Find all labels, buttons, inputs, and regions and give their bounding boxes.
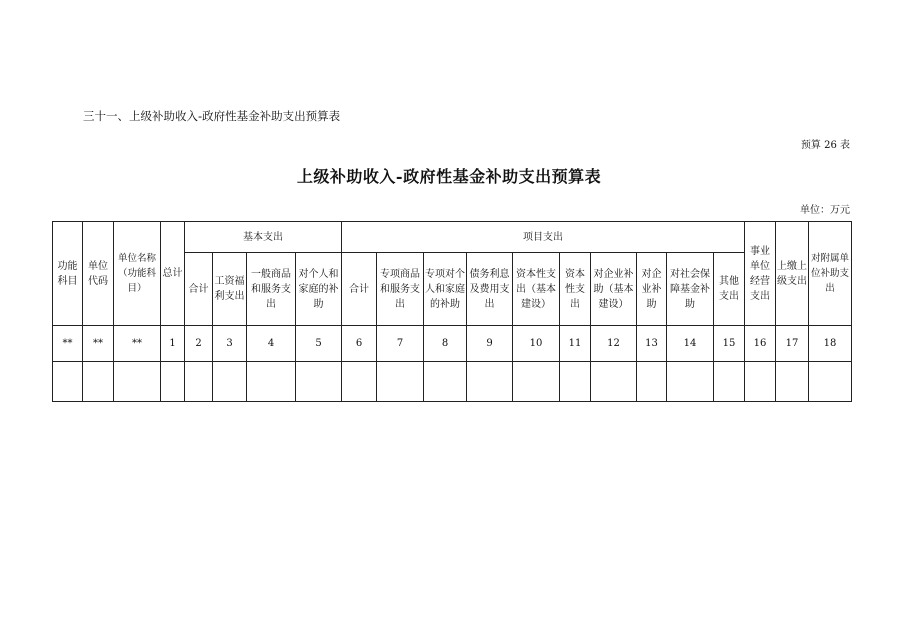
index-cell: 2 — [185, 326, 213, 362]
data-cell — [424, 362, 467, 402]
header-career: 事业单位经营支出 — [745, 222, 776, 326]
data-cell — [745, 362, 776, 402]
header-basic-col: 一般商品和服务支出 — [247, 253, 296, 326]
data-cell — [637, 362, 667, 402]
data-cell — [591, 362, 637, 402]
header-project-col: 专项对个人和家庭的补助 — [424, 253, 467, 326]
header-affiliated: 对附属单位补助支出 — [809, 222, 852, 326]
data-cell — [560, 362, 591, 402]
header-project-col: 对企业补助（基本建设） — [591, 253, 637, 326]
data-cell — [247, 362, 296, 402]
header-project-col: 其他支出 — [714, 253, 745, 326]
index-cell: 16 — [745, 326, 776, 362]
table-number: 预算 26 表 — [800, 140, 850, 151]
data-cell — [114, 362, 161, 402]
data-cell — [513, 362, 560, 402]
index-cell: 4 — [247, 326, 296, 362]
header-project-col: 对企业补助 — [637, 253, 667, 326]
index-cell: 12 — [591, 326, 637, 362]
index-cell: 1 — [161, 326, 185, 362]
header-total: 总计 — [161, 222, 185, 326]
header-project-col: 对社会保障基金补助 — [667, 253, 714, 326]
data-cell — [296, 362, 342, 402]
header-basic: 基本支出 — [185, 222, 342, 253]
header-project-col: 专项商品和服务支出 — [377, 253, 424, 326]
data-cell — [776, 362, 809, 402]
header-unit-code: 单位代码 — [83, 222, 114, 326]
index-cell: 9 — [467, 326, 513, 362]
data-cell — [377, 362, 424, 402]
section-title: 三十一、上级补助收入-政府性基金补助支出预算表 — [83, 109, 341, 123]
index-cell: 6 — [342, 326, 377, 362]
unit-label: 单位：万元 — [800, 205, 850, 216]
index-cell: ** — [83, 326, 114, 362]
index-cell: ** — [114, 326, 161, 362]
data-cell — [342, 362, 377, 402]
index-cell: 17 — [776, 326, 809, 362]
index-cell: 11 — [560, 326, 591, 362]
header-project: 项目支出 — [342, 222, 745, 253]
data-cell — [667, 362, 714, 402]
data-cell — [185, 362, 213, 402]
header-unit-name: 单位名称（功能科目） — [114, 222, 161, 326]
header-project-col: 资本性支出 — [560, 253, 591, 326]
index-cell: 3 — [213, 326, 247, 362]
page-title: 上级补助收入-政府性基金补助支出预算表 — [296, 167, 602, 186]
data-cell — [213, 362, 247, 402]
index-cell: 10 — [513, 326, 560, 362]
data-cell — [714, 362, 745, 402]
header-basic-col: 对个人和家庭的补助 — [296, 253, 342, 326]
data-cell — [161, 362, 185, 402]
index-cell: 5 — [296, 326, 342, 362]
data-cell — [83, 362, 114, 402]
data-cell — [809, 362, 852, 402]
header-project-col: 债务利息及费用支出 — [467, 253, 513, 326]
index-cell: 14 — [667, 326, 714, 362]
header-upper: 上缴上级支出 — [776, 222, 809, 326]
data-cell — [467, 362, 513, 402]
data-cell — [53, 362, 83, 402]
index-cell: 7 — [377, 326, 424, 362]
index-cell: 8 — [424, 326, 467, 362]
index-cell: 15 — [714, 326, 745, 362]
header-basic-col: 工资福利支出 — [213, 253, 247, 326]
index-cell: 18 — [809, 326, 852, 362]
header-basic-col: 合计 — [185, 253, 213, 326]
header-project-col: 资本性支出（基本建设） — [513, 253, 560, 326]
index-cell: ** — [53, 326, 83, 362]
header-func: 功能科目 — [53, 222, 83, 326]
header-project-col: 合计 — [342, 253, 377, 326]
index-cell: 13 — [637, 326, 667, 362]
budget-table — [52, 221, 852, 402]
